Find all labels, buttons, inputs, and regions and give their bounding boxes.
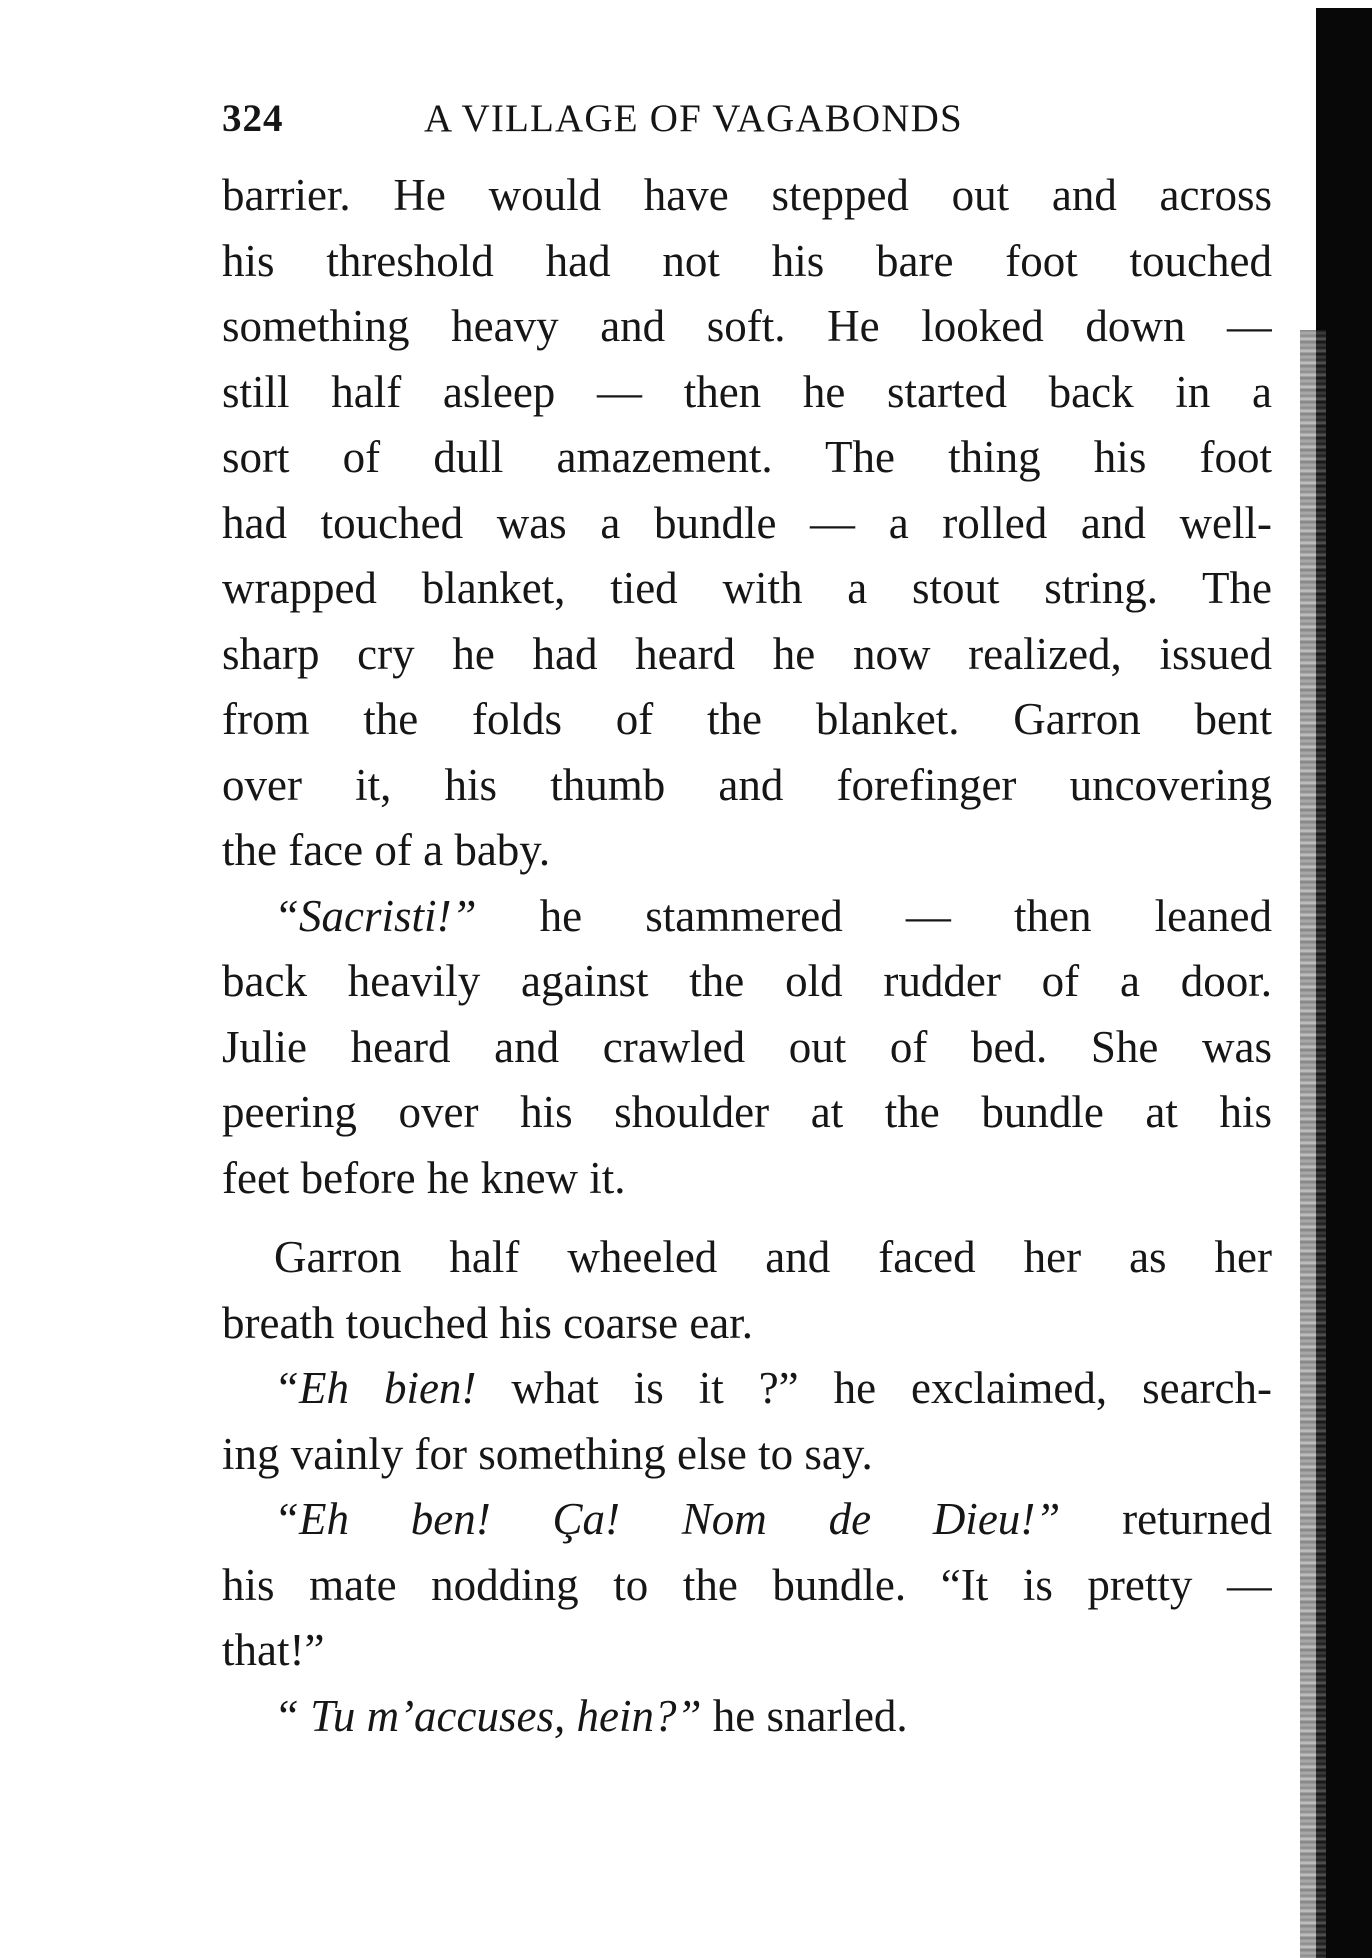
text-line: over it, his thumb and forefinger uncovering: [222, 759, 1272, 810]
body-text: [222, 163, 1272, 1749]
line-text: returned: [1060, 1494, 1272, 1544]
italic-phrase: “ Tu m’accuses, hein?”: [274, 1690, 702, 1741]
text-line: that!”: [222, 1625, 325, 1675]
paragraph-first-line: [222, 1356, 1272, 1422]
line-text: he snarled.: [701, 1690, 908, 1741]
text-line: had touched was a bundle — a rolled and well-: [222, 497, 1272, 548]
paragraph-first-line: Garron half wheeled and faced her as her: [274, 1232, 1272, 1282]
paragraph-first-line: [222, 1684, 1272, 1750]
text-line: his threshold had not his bare foot touched: [222, 235, 1272, 286]
text-line: ing vainly for something else to say.: [222, 1428, 873, 1479]
text-line: the face of a baby.: [222, 825, 551, 875]
running-header: [222, 96, 1072, 146]
running-title: A VILLAGE OF VAGABONDS: [424, 97, 963, 140]
text-line: back heavily against the old rudder of a door.: [222, 956, 1272, 1006]
italic-phrase: “Eh bien!: [274, 1363, 477, 1413]
page-edge-texture: [1300, 330, 1326, 1958]
text-line: something heavy and soft. He looked down —: [222, 301, 1272, 351]
text-line: his mate nodding to the bundle. “It is pretty —: [222, 1559, 1272, 1610]
text-line: peering over his shoulder at the bundle at his: [222, 1087, 1272, 1137]
text-line: wrapped blanket, tied with a stout string. The: [222, 563, 1272, 613]
paragraph-gap: [222, 1211, 1272, 1225]
text-line: barrier. He would have stepped out and across: [222, 170, 1272, 220]
paragraph-first-line: [222, 1487, 1272, 1553]
page-number: 324: [222, 97, 284, 140]
paragraph-first-line: [222, 884, 1272, 950]
text-line: breath touched his coarse ear.: [222, 1297, 754, 1348]
line-text: he stammered — then leaned: [476, 890, 1272, 941]
italic-phrase: “Eh ben! Ça! Nom de Dieu!”: [274, 1494, 1061, 1544]
text-line: feet before he knew it.: [222, 1152, 626, 1203]
text-line: Julie heard and crawled out of bed. She was: [222, 1021, 1272, 1072]
italic-phrase: “Sacristi!”: [274, 890, 477, 941]
line-text: what is it ?” he exclaimed, search-: [476, 1363, 1272, 1413]
text-line: still half asleep — then he started back in a: [222, 366, 1272, 417]
text-line: sort of dull amazement. The thing his foot: [222, 432, 1272, 482]
text-line: from the folds of the blanket. Garron bent: [222, 694, 1272, 744]
text-line: sharp cry he had heard he now realized, issued: [222, 628, 1272, 679]
